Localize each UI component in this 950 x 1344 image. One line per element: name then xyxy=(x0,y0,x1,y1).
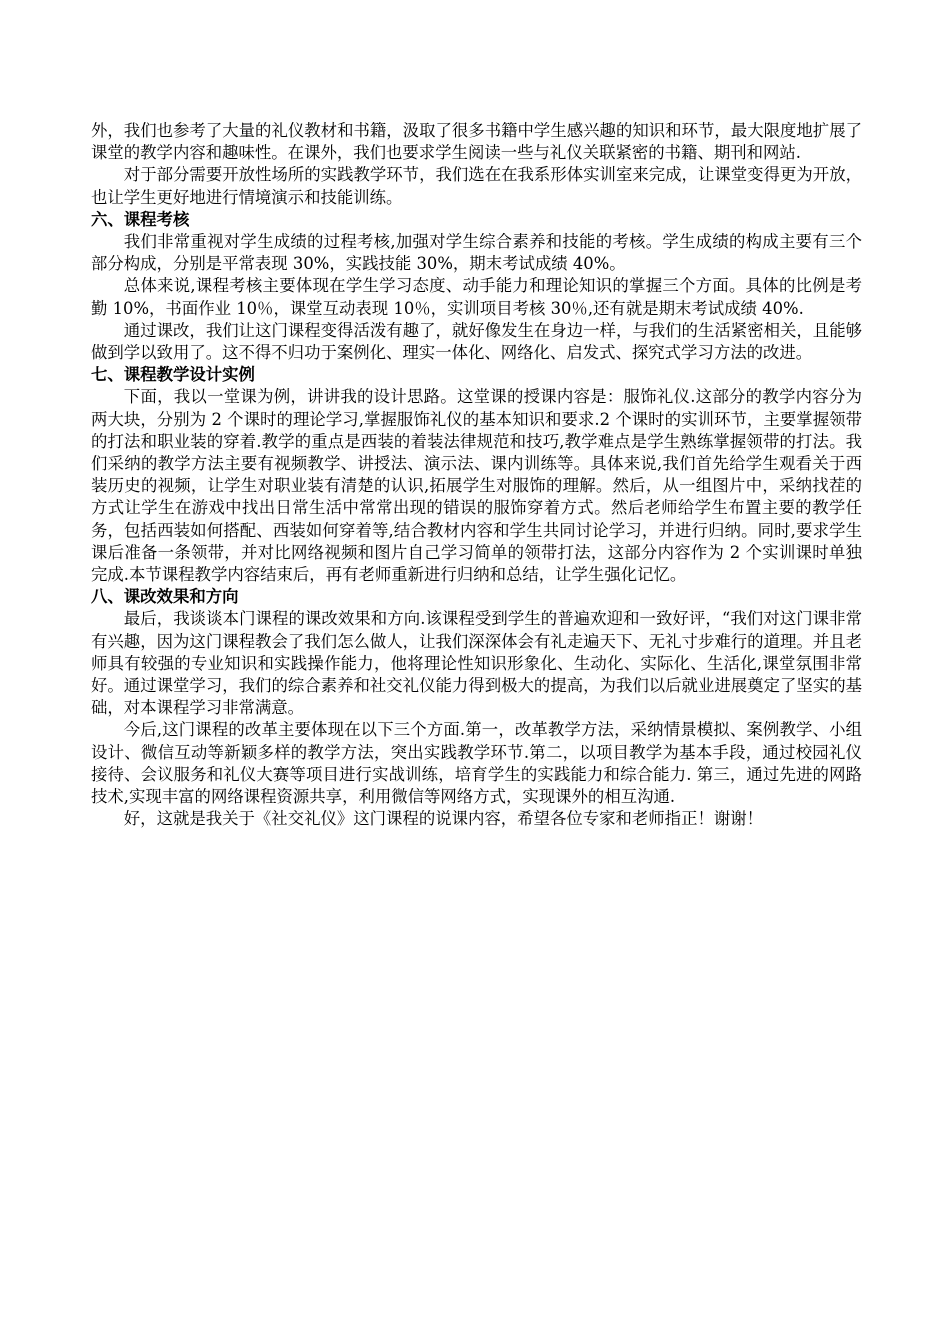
section-heading-assessment: 六、课程考核 xyxy=(91,209,190,229)
section-heading-reform-effect: 八、课改效果和方向 xyxy=(91,587,239,607)
paragraph-assessment-1: 我们非常重视对学生成绩的过程考核,加强对学生综合素养和技能的考核。学生成绩的构成主要有三个部分构成，分别是平常表现 30%，实践技能 30%，期末考试成绩 40%。 xyxy=(91,232,862,274)
paragraph-intro: 外，我们也参考了大量的礼仪教材和书籍，汲取了很多书籍中学生感兴趣的知识和环节，最大限度地扩展了课堂的教学内容和趣味性。在课外，我们也要求学生阅读一些与礼仪关联紧密的书籍、期刊和网站. xyxy=(91,121,862,163)
section-heading-design-example: 七、课程教学设计实例 xyxy=(91,365,255,385)
paragraph-practice-venue: 对于部分需要开放性场所的实践教学环节，我们选在在我系形体实训室来完成，让课堂变得更为开放，也让学生更好地进行情境演示和技能训练。 xyxy=(91,165,862,207)
paragraph-closing: 好，这就是我关于《社交礼仪》这门课程的说课内容，希望各位专家和老师指正！谢谢！ xyxy=(123,809,764,829)
paragraph-reform-effect-1: 最后，我谈谈本门课程的课改效果和方向.该课程受到学生的普遍欢迎和一致好评，“我们对这门课非常有兴趣，因为这门课程教会了我们怎么做人，让我们深深体会有礼走遍天下、无礼寸步难行的道理。并且老师具有较强的专业知识和实践操作能力，他将理论性知识形象化、生动化、实际化、生活化,课堂氛围非常好。通过课堂学习，我们的综合素养和社交礼仪能力得到极大的提高，为我们以后就业进展奠定了坚实的基础，对本课程学习非常满意。 xyxy=(91,609,862,718)
paragraph-reform-effect-2: 今后,这门课程的改革主要体现在以下三个方面.第一，改革教学方法，采纳情景模拟、案例教学、小组设计、微信互动等新颖多样的教学方法，突出实践教学环节.第二，以项目教学为基本手段，通过校园礼仪接待、会议服务和礼仪大赛等项目进行实战训练，培育学生的实践能力和综合能力. 第三，通过先进的网路技术,实现丰富的网络课程资源共享，利用微信等网络方式，实现课外的相互沟通. xyxy=(91,720,862,807)
paragraph-assessment-2: 总体来说,课程考核主要体现在学生学习态度、动手能力和理论知识的掌握三个方面。具体的比例是考勤 10%，书面作业 10％，课堂互动表现 10％，实训项目考核 30％,还有就是期末考试成绩 40%. xyxy=(91,276,862,318)
paragraph-design-example: 下面，我以一堂课为例，讲讲我的设计思路。这堂课的授课内容是：服饰礼仪.这部分的教学内容分为两大块，分别为 2 个课时的理论学习,掌握服饰礼仪的基本知识和要求.2 个课时的实训环节，主要掌握领带的打法和职业装的穿着.教学的重点是西装的着装法律规范和技巧,教学难点是学生熟练掌握领带的打法。我们采纳的教学方法主要有视频教学、讲授法、演示法、课内训练等。具体来说,我们首先给学生观看关于西装历史的视频，让学生对职业装有清楚的认识,拓展学生对服饰的理解。然后，从一组图片中，采纳找茬的方式让学生在游戏中找出日常生活中常常出现的错误的服饰穿着方式。然后老师给学生布置主要的教学任务，包括西装如何搭配、西装如何穿着等,结合教材内容和学生共同讨论学习，并进行归纳。同时,要求学生课后准备一条领带，并对比网络视频和图片自己学习简单的领带打法，这部分内容作为 2 个实训课时单独完成.本节课程教学内容结束后，再有老师重新进行归纳和总结，让学生强化记忆。 xyxy=(91,387,862,585)
paragraph-assessment-3: 通过课改，我们让这门课程变得活泼有趣了，就好像发生在身边一样，与我们的生活紧密相关，且能够做到学以致用了。这不得不归功于案例化、理实一体化、网络化、启发式、探究式学习方法的改进。 xyxy=(91,320,862,363)
